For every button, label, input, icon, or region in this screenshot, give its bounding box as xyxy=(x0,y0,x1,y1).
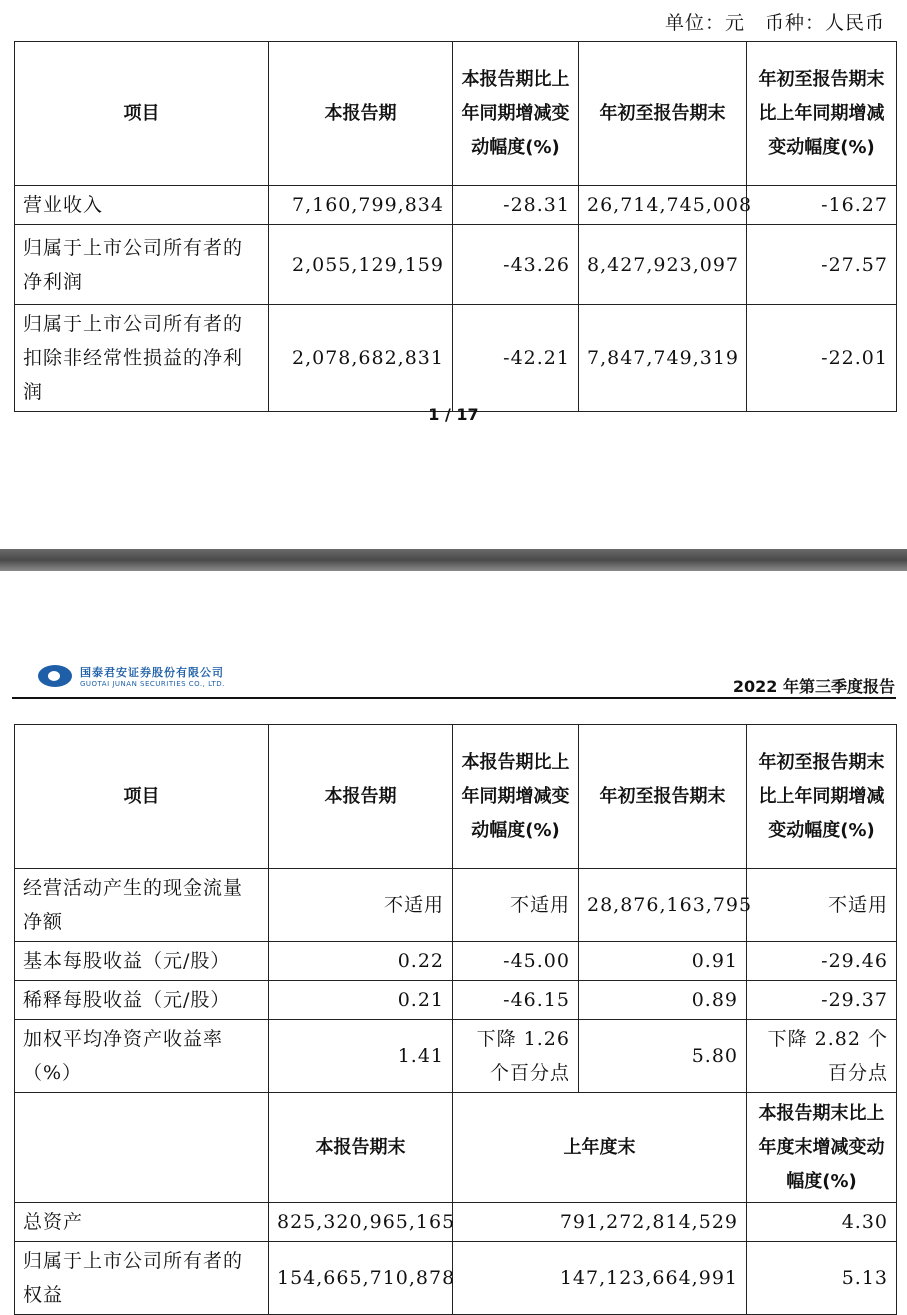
row-label: 归属于上市公司所有者的权益 xyxy=(15,1242,269,1315)
table-header-row xyxy=(15,725,897,869)
table-row xyxy=(15,225,897,305)
cell-value: 0.21 xyxy=(269,981,453,1020)
page-number: 1 / 17 xyxy=(428,405,479,424)
table-row xyxy=(15,942,897,981)
column-header: 年初至报告期末比上年同期增减变动幅度(%) xyxy=(747,42,897,186)
cell-value: -29.46 xyxy=(747,942,897,981)
row-label: 归属于上市公司所有者的净利润 xyxy=(15,225,269,305)
column-header: 本报告期比上年同期增减变动幅度(%) xyxy=(453,725,579,869)
cell-value: 26,714,745,008 xyxy=(579,186,747,225)
cell-value: 791,272,814,529 xyxy=(453,1203,747,1242)
financial-table-1 xyxy=(14,41,897,412)
table-row xyxy=(15,1242,897,1315)
financial-table-2 xyxy=(14,724,897,1315)
cell-value: 不适用 xyxy=(269,869,453,942)
cell-value: -43.26 xyxy=(453,225,579,305)
cell-value: -27.57 xyxy=(747,225,897,305)
table-subheader-row xyxy=(15,1093,897,1203)
cell-value: 825,320,965,165 xyxy=(269,1203,453,1242)
company-name-en: GUOTAI JUNAN SECURITIES CO., LTD. xyxy=(80,680,225,688)
cell-value: 下降 1.26 个百分点 xyxy=(453,1020,579,1093)
cell-value: -45.00 xyxy=(453,942,579,981)
table-row xyxy=(15,869,897,942)
row-label: 经营活动产生的现金流量净额 xyxy=(15,869,269,942)
row-label: 归属于上市公司所有者的扣除非经常性损益的净利润 xyxy=(15,305,269,412)
table-row xyxy=(15,305,897,412)
column-header: 本报告期末 xyxy=(269,1093,453,1203)
column-header: 上年度末 xyxy=(453,1093,747,1203)
column-header: 本报告期末比上年度末增减变动幅度(%) xyxy=(747,1093,897,1203)
table-row xyxy=(15,981,897,1020)
cell-value: 8,427,923,097 xyxy=(579,225,747,305)
cell-value: -16.27 xyxy=(747,186,897,225)
cell-value: 0.91 xyxy=(579,942,747,981)
cell-value: -29.37 xyxy=(747,981,897,1020)
cell-value: 147,123,664,991 xyxy=(453,1242,747,1315)
cell-value: 28,876,163,795 xyxy=(579,869,747,942)
company-logo xyxy=(38,664,225,688)
row-label: 稀释每股收益（元/股） xyxy=(15,981,269,1020)
cell-value: -22.01 xyxy=(747,305,897,412)
row-label: 加权平均净资产收益率（%） xyxy=(15,1020,269,1093)
row-label: 营业收入 xyxy=(15,186,269,225)
column-header: 项目 xyxy=(15,725,269,869)
column-header: 年初至报告期末 xyxy=(579,725,747,869)
page-break-divider xyxy=(0,549,907,571)
row-label: 基本每股收益（元/股） xyxy=(15,942,269,981)
cell-value: -46.15 xyxy=(453,981,579,1020)
header-rule xyxy=(12,697,896,699)
logo-icon xyxy=(38,665,72,687)
unit-currency-note: 单位：元 币种：人民币 xyxy=(664,12,885,34)
column-header xyxy=(15,1093,269,1203)
cell-value: 不适用 xyxy=(453,869,579,942)
row-label: 总资产 xyxy=(15,1203,269,1242)
cell-value: 2,078,682,831 xyxy=(269,305,453,412)
cell-value: -42.21 xyxy=(453,305,579,412)
company-name-cn: 国泰君安证券股份有限公司 xyxy=(80,666,224,679)
cell-value: 不适用 xyxy=(747,869,897,942)
cell-value: 154,665,710,878 xyxy=(269,1242,453,1315)
column-header: 本报告期 xyxy=(269,42,453,186)
cell-value: 1.41 xyxy=(269,1020,453,1093)
column-header: 本报告期 xyxy=(269,725,453,869)
cell-value: 0.22 xyxy=(269,942,453,981)
table-row xyxy=(15,1203,897,1242)
cell-value: 2,055,129,159 xyxy=(269,225,453,305)
column-header: 年初至报告期末比上年同期增减变动幅度(%) xyxy=(747,725,897,869)
column-header: 项目 xyxy=(15,42,269,186)
table-header-row xyxy=(15,42,897,186)
cell-value: 7,847,749,319 xyxy=(579,305,747,412)
column-header: 本报告期比上年同期增减变动幅度(%) xyxy=(453,42,579,186)
table-row xyxy=(15,186,897,225)
cell-value: -28.31 xyxy=(453,186,579,225)
cell-value: 0.89 xyxy=(579,981,747,1020)
cell-value: 4.30 xyxy=(747,1203,897,1242)
cell-value: 7,160,799,834 xyxy=(269,186,453,225)
report-title: 2022 年第三季度报告 xyxy=(732,677,895,696)
cell-value: 5.13 xyxy=(747,1242,897,1315)
cell-value: 5.80 xyxy=(579,1020,747,1093)
table-row xyxy=(15,1020,897,1093)
cell-value: 下降 2.82 个百分点 xyxy=(747,1020,897,1093)
column-header: 年初至报告期末 xyxy=(579,42,747,186)
